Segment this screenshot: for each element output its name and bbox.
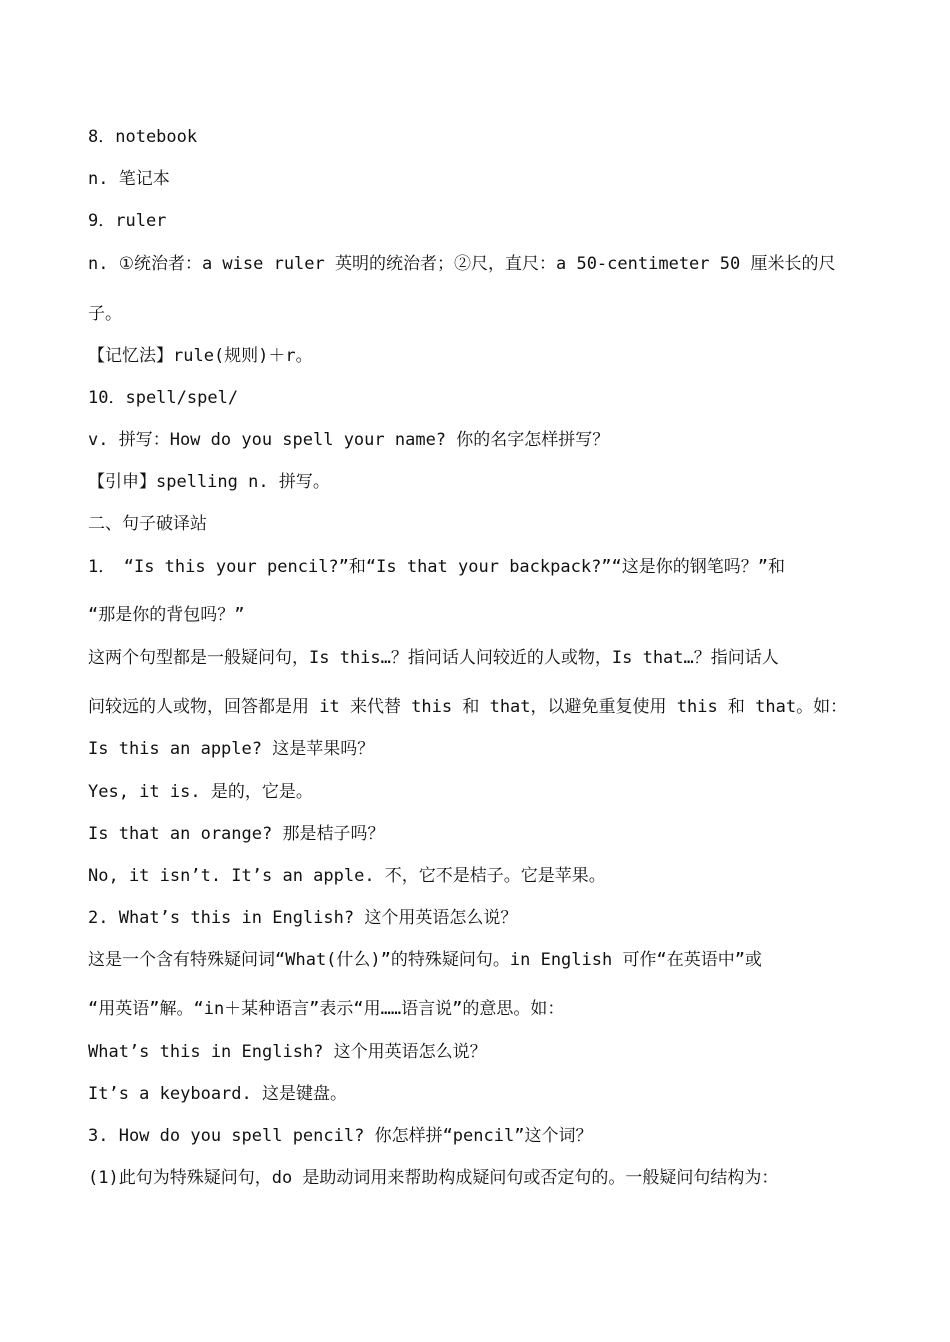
sentence-point-2: 2. What’s this in English? 这个用英语怎么说？ xyxy=(88,908,518,928)
example-line: It’s a keyboard. 这是键盘。 xyxy=(88,1084,347,1104)
vocab-heading-ruler: 9．ruler xyxy=(88,211,167,231)
example-line: Is this an apple? 这是苹果吗？ xyxy=(88,739,375,759)
extension-spelling: 【引申】spelling n. 拼写。 xyxy=(88,472,330,492)
explanation-paragraph-1-cont: 问较远的人或物，回答都是用 it 来代替 this 和 that，以避免重复使用 this 和 that。如： xyxy=(88,697,848,717)
sentence-point-1: 1． “Is this your pencil?”和“Is that your backpack?”“这是你的钢笔吗？”和 xyxy=(88,557,786,577)
vocab-definition-ruler: n. ①统治者：a wise ruler 英明的统治者；②尺，直尺：a 50-centimeter 50 厘米长的尺 xyxy=(88,254,836,274)
sentence-point-3: 3. How do you spell pencil? 你怎样拼“pencil”这个词？ xyxy=(88,1126,593,1146)
vocab-heading-spell: 10．spell/spel/ xyxy=(88,388,239,408)
vocab-definition-notebook: n. 笔记本 xyxy=(88,169,170,189)
example-line: No, it isn’t. It’s an apple. 不，它不是桔子。它是苹果。 xyxy=(88,866,606,886)
example-line: Yes, it is. 是的，它是。 xyxy=(88,782,313,802)
section-heading-sentences: 二、句子破译站 xyxy=(88,514,207,534)
memory-tip-ruler: 【记忆法】rule(规则)＋r。 xyxy=(88,346,313,366)
vocab-definition-ruler-cont: 子。 xyxy=(88,304,122,324)
vocab-heading-notebook: 8．notebook xyxy=(88,127,198,147)
vocab-definition-spell: v. 拼写：How do you spell your name? 你的名字怎样拼写？ xyxy=(88,430,610,450)
explanation-paragraph-2: 这是一个含有特殊疑问词“What(什么)”的特殊疑问句。in English 可作“在英语中”或 xyxy=(88,950,762,970)
sentence-point-1-cont: “那是你的背包吗？” xyxy=(88,605,245,625)
explanation-paragraph-1: 这两个句型都是一般疑问句，Is this…？指问话人问较近的人或物，Is that…？指问话人 xyxy=(88,648,779,668)
explanation-paragraph-3: (1)此句为特殊疑问句，do 是助动词用来帮助构成疑问句或否定句的。一般疑问句结构为： xyxy=(88,1168,779,1188)
example-line: Is that an orange? 那是桔子吗？ xyxy=(88,824,385,844)
explanation-paragraph-2-cont: “用英语”解。“in＋某种语言”表示“用……语言说”的意思。如： xyxy=(88,999,565,1019)
example-line: What’s this in English? 这个用英语怎么说？ xyxy=(88,1042,487,1062)
